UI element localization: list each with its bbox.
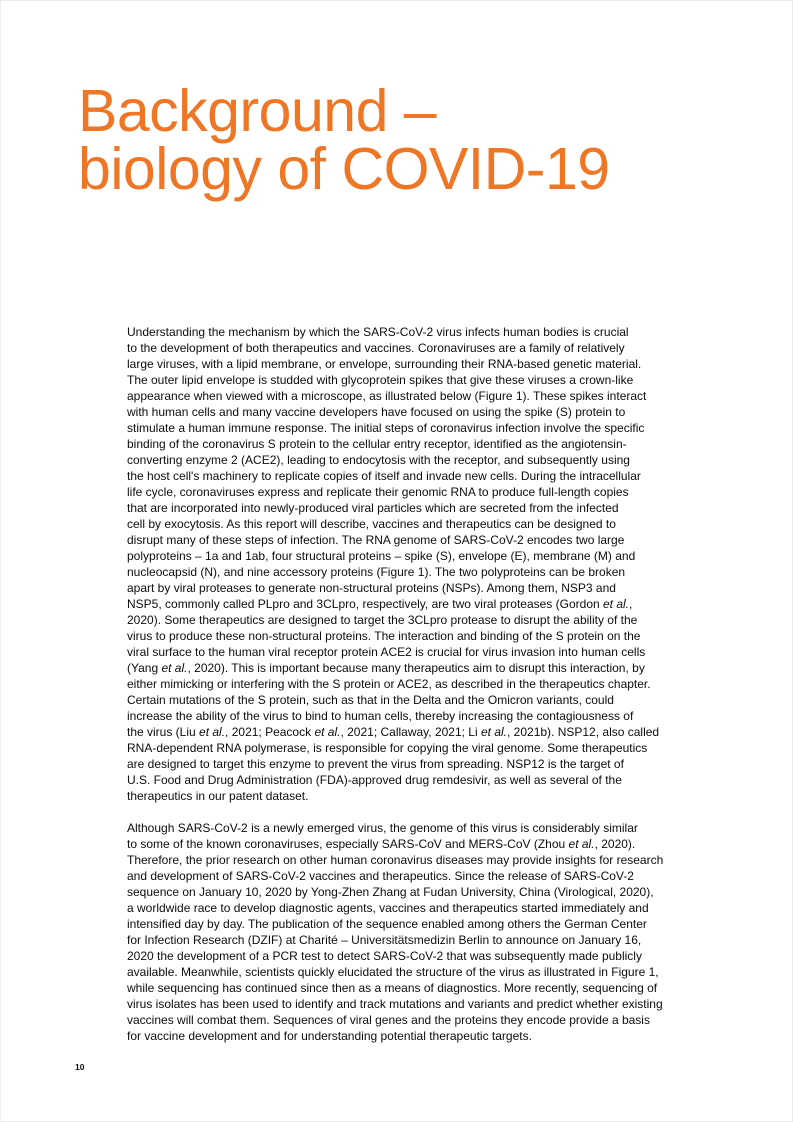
text-line: converting enzyme 2 (ACE2), leading to endocytosis with the receptor, and subsequently using <box>127 453 630 467</box>
text-line: Understanding the mechanism by which the SARS-CoV-2 virus infects human bodies is crucial <box>127 325 629 339</box>
text-line: Certain mutations of the S protein, such as that in the Delta and the Omicron variants, could <box>127 693 614 707</box>
text-line: (Yang et al., 2020). This is important because many therapeutics aim to disrupt this interaction, by <box>127 661 645 675</box>
text-line: 2020). Some therapeutics are designed to target the 3CLpro protease to disrupt the ability of the <box>127 613 638 627</box>
text-line: available. Meanwhile, scientists quickly elucidated the structure of the virus as illustrated in Figure 1, <box>127 965 659 979</box>
text-line: Therefore, the prior research on other human coronavirus diseases may provide insights for research <box>127 853 664 867</box>
text-line: nucleocapsid (N), and nine accessory proteins (Figure 1). The two polyproteins can be broken <box>127 565 626 579</box>
text-line: polyproteins – 1a and 1ab, four structural proteins – spike (S), envelope (E), membrane (M) and <box>127 549 636 563</box>
text-line: 2020 the development of a PCR test to detect SARS-CoV-2 that was subsequently made publicly <box>127 949 642 963</box>
paragraph-genome-similarity <box>127 820 689 1044</box>
text-line: sequence on January 10, 2020 by Yong-Zhen Zhang at Fudan University, China (Virological, 2020), <box>127 885 654 899</box>
text-line: stimulate a human immune response. The initial steps of coronavirus infection involve the specific <box>127 421 645 435</box>
text-line: The outer lipid envelope is studded with glycoprotein spikes that give these viruses a crown-like <box>127 373 634 387</box>
text-line: that are incorporated into newly-produced viral particles which are secreted from the infected <box>127 501 619 515</box>
text-line: with human cells and many vaccine developers have focused on using the spike (S) protein to <box>127 405 626 419</box>
text-line: appearance when viewed with a microscope, as illustrated below (Figure 1). These spikes interact <box>127 389 647 403</box>
text-line: the virus (Liu et al., 2021; Peacock et al., 2021; Callaway, 2021; Li et al., 2021b). NSP12, also called <box>127 725 660 739</box>
page-title <box>78 78 610 202</box>
text-line: for Infection Research (DZIF) at Charité – Universitätsmedizin Berlin to announce on January 16, <box>127 933 642 947</box>
text-line: virus isolates has been used to identify and track mutations and variants and predict whether existing <box>127 997 663 1011</box>
text-line: life cycle, coronaviruses express and replicate their genomic RNA to produce full-length copies <box>127 485 629 499</box>
text-line: for vaccine development and for understanding potential therapeutic targets. <box>127 1029 532 1043</box>
text-line: intensified day by day. The publication of the sequence enabled among others the German Center <box>127 917 647 931</box>
text-line: are designed to target this enzyme to prevent the virus from spreading. NSP12 is the target of <box>127 757 624 771</box>
text-line: NSP5, commonly called PLpro and 3CLpro, respectively, are two viral proteases (Gordon et al., <box>127 597 633 611</box>
page-number: 10 <box>75 1062 85 1072</box>
text-line: virus to produce these non-structural proteins. The interaction and binding of the S protein on the <box>127 629 641 643</box>
text-line: a worldwide race to develop diagnostic agents, vaccines and therapeutics started immediately and <box>127 901 649 915</box>
text-line: therapeutics in our patent dataset. <box>127 789 309 803</box>
text-line: vaccines will combat them. Sequences of viral genes and the proteins they encode provide a basis <box>127 1013 650 1027</box>
text-line: U.S. Food and Drug Administration (FDA)-approved drug remdesivir, as well as several of the <box>127 773 622 787</box>
text-line: viral surface to the human viral receptor protein ACE2 is crucial for virus invasion into human cells <box>127 645 646 659</box>
text-line: disrupt many of these steps of infection. The RNA genome of SARS-CoV-2 encodes two large <box>127 533 625 547</box>
text-line: the host cell's machinery to replicate copies of itself and invade new cells. During the intracellular <box>127 469 641 483</box>
text-line: either mimicking or interfering with the S protein or ACE2, as described in the therapeutics chapter. <box>127 677 651 691</box>
page-title-line-2: biology of COVID-19 <box>78 136 610 202</box>
text-line: increase the ability of the virus to bind to human cells, thereby increasing the contagiousness of <box>127 709 634 723</box>
body-text <box>127 324 689 1044</box>
text-line: and development of SARS-CoV-2 vaccines and therapeutics. Since the release of SARS-CoV-2 <box>127 869 634 883</box>
text-line: RNA-dependent RNA polymerase, is responsible for copying the viral genome. Some therapeutics <box>127 741 648 755</box>
text-line: large viruses, with a lipid membrane, or envelope, surrounding their RNA-based genetic material. <box>127 357 642 371</box>
paragraph-virus-biology <box>127 324 689 804</box>
page-title-line-1: Background – <box>78 78 437 144</box>
text-line: apart by viral proteases to generate non-structural proteins (NSPs). Among them, NSP3 and <box>127 581 616 595</box>
text-line: to the development of both therapeutics and vaccines. Coronaviruses are a family of relatively <box>127 341 625 355</box>
text-line: while sequencing has continued since then as a means of diagnostics. More recently, sequencing of <box>127 981 658 995</box>
text-line: Although SARS-CoV-2 is a newly emerged virus, the genome of this virus is considerably similar <box>127 821 638 835</box>
text-line: to some of the known coronaviruses, especially SARS-CoV and MERS-CoV (Zhou et al., 2020). <box>127 837 636 851</box>
text-line: binding of the coronavirus S protein to the cellular entry receptor, identified as the angiotensin- <box>127 437 627 451</box>
text-line: cell by exocytosis. As this report will describe, vaccines and therapeutics can be designed to <box>127 517 616 531</box>
